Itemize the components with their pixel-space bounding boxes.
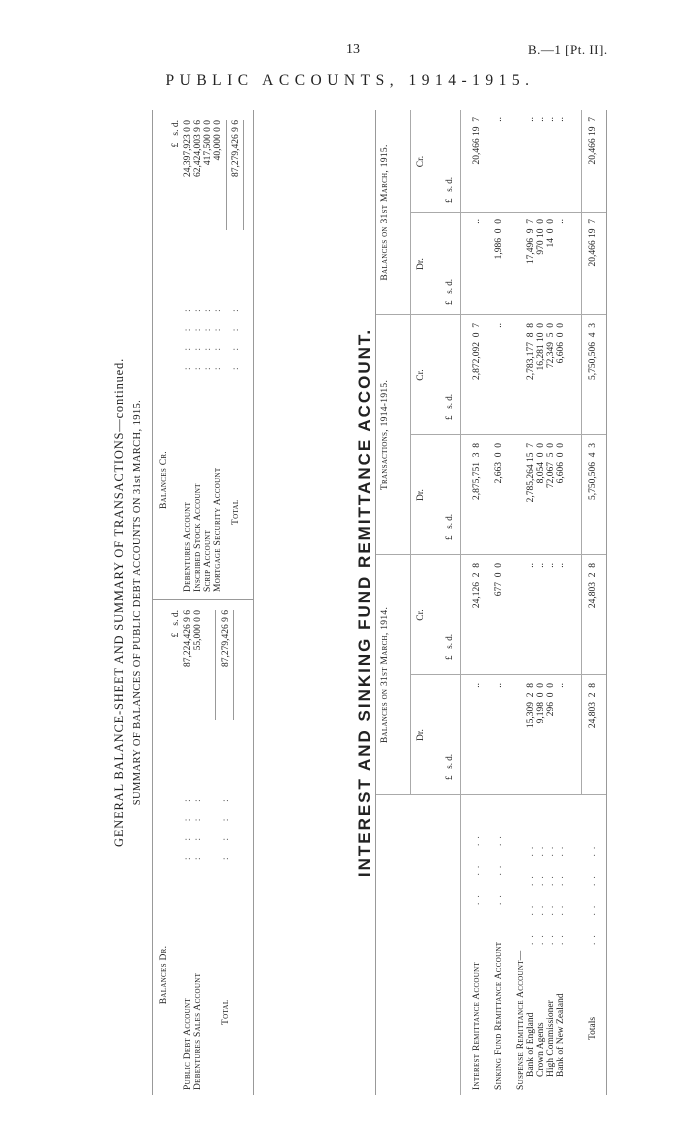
cell-dr-trans: 8,054 0 0	[536, 443, 546, 484]
column-rule	[410, 674, 606, 675]
cell-dr-1915: 17,496 9 7	[526, 219, 536, 265]
suspense-label: Suspense Remittance Account—	[516, 950, 526, 1090]
leader-dots: : : : :	[203, 305, 213, 370]
cell-cr-1915: ..	[526, 117, 536, 122]
leader-dots: : : : :	[231, 305, 241, 370]
cr-row-amount: 417,500 0 0	[203, 120, 213, 166]
cell-dr-trans: 6,606 0 0	[556, 443, 566, 484]
balances-cr-header: Balances Cr.	[159, 451, 169, 509]
col-cr-1914: Cr.	[416, 609, 426, 621]
cell-dr-1915: ..	[472, 219, 482, 224]
row-label: Bank of England	[526, 1012, 536, 1077]
units-label: £ s. d.	[444, 176, 454, 203]
cell-dr-trans: 2,663 0 0	[494, 443, 504, 484]
page-reference: B.—1 [Pt. II].	[528, 42, 608, 57]
leader-dots: .. .. ..	[472, 831, 482, 905]
cell-cr-1915: ..	[556, 117, 566, 122]
cell-dr-1914: 15,309 2 8	[526, 683, 536, 729]
total-dr-1914: 24,803 2 8	[588, 683, 598, 729]
balances-cr-units: £ s. d.	[171, 120, 181, 148]
leader-dots: .. .. .. ..	[556, 841, 566, 945]
cell-cr-1914: 677 0 0	[494, 563, 504, 597]
total-cr-1914: 24,803 2 8	[588, 563, 598, 609]
leader-dots: .. .. .. ..	[546, 841, 556, 945]
units-label: £ s. d.	[444, 393, 454, 420]
cell-dr-trans: 2,785,264 15 7	[526, 443, 536, 503]
group-balances-1914: Balances on 31st March, 1914.	[380, 606, 390, 744]
total-cr-trans: 5,750,506 4 3	[588, 323, 598, 380]
total-cr-1915: 20,466 19 7	[588, 117, 598, 165]
leader-dots: : : : :	[221, 795, 231, 860]
leader-dots: .. .. .. ..	[588, 841, 598, 945]
cell-cr-1914: 24,126 2 8	[472, 563, 482, 609]
leader-dots: : : : :	[183, 795, 193, 860]
balances-dr-units: £ s. d.	[171, 610, 181, 638]
cr-row-label: Mortgage Security Account	[213, 467, 223, 592]
cell-dr-1914: ..	[472, 683, 482, 688]
leader-dots: : : : :	[183, 305, 193, 370]
cell-dr-1915: ..	[556, 219, 566, 224]
group-transactions: Transactions, 1914-1915.	[380, 379, 390, 491]
column-rule	[410, 434, 606, 435]
dr-row-label: Public Debt Account	[183, 998, 193, 1090]
cell-cr-1915: ..	[546, 117, 556, 122]
cell-cr-trans: 2,872,092 0 7	[472, 323, 482, 380]
column-rule	[410, 212, 606, 213]
summary-table	[152, 110, 254, 1095]
totals-label: Totals	[588, 1016, 598, 1040]
cell-cr-1915: 20,466 19 7	[472, 117, 482, 165]
col-dr-trans: Dr.	[416, 489, 426, 501]
cr-total-label: Total	[231, 499, 241, 525]
cell-cr-1914: ..	[536, 563, 546, 568]
cr-row-amount: 24,397,923 0 0	[183, 120, 193, 177]
balances-dr-header: Balances Dr.	[159, 945, 169, 1005]
cell-cr-trans: 16,281 10 0	[536, 323, 546, 371]
row-label: Crown Agents	[536, 1022, 546, 1077]
total-dr-1915: 20,466 19 7	[588, 219, 598, 267]
col-dr-1915: Dr.	[416, 258, 426, 270]
cell-dr-trans: 2,875,751 3 8	[472, 443, 482, 500]
total-rule	[215, 610, 216, 720]
col-cr-trans: Cr.	[416, 369, 426, 381]
cr-row-label: Debentures Account	[183, 501, 193, 592]
totals-rule	[581, 110, 582, 795]
cell-cr-1915: ..	[494, 117, 504, 122]
cell-cr-1914: ..	[546, 563, 556, 568]
units-label: £ s. d.	[444, 278, 454, 305]
balances-cr-panel	[153, 110, 253, 600]
cell-dr-1914: 296 0 0	[546, 683, 556, 717]
leader-dots: : : : :	[193, 305, 203, 370]
leader-dots: .. .. .. ..	[536, 841, 546, 945]
row-label: High Commissioner	[546, 1000, 556, 1077]
total-dr-trans: 5,750,506 4 3	[588, 443, 598, 500]
page-title: PUBLIC ACCOUNTS, 1914-1915.	[165, 72, 535, 89]
leader-dots: : : : :	[193, 795, 203, 860]
cell-cr-trans: 2,783,177 8 8	[526, 323, 536, 380]
dr-row-amount: 55,000 0 0	[193, 610, 203, 651]
cell-cr-trans: ..	[494, 323, 504, 328]
cell-cr-1914: ..	[526, 563, 536, 568]
cell-cr-trans: 6,606 0 0	[556, 323, 566, 364]
total-rule	[243, 120, 244, 230]
cell-dr-trans: 72,067 5 0	[546, 443, 556, 489]
group-balances-1915: Balances on 31st March, 1915.	[380, 144, 390, 281]
cr-total-amount: 87,279,426 9 6	[231, 120, 241, 177]
col-cr-1915: Cr.	[416, 155, 426, 168]
summary-section	[112, 110, 252, 1095]
units-label: £ s. d.	[444, 633, 454, 660]
units-label: £ s. d.	[444, 753, 454, 780]
page-number: 13	[346, 42, 360, 57]
cell-cr-1915: ..	[536, 117, 546, 122]
summary-subheading: SUMMARY OF BALANCES OF PUBLIC DEBT ACCOUNTS ON 31st MARCH, 1915.	[132, 399, 143, 806]
cell-cr-trans: 72,349 5 0	[546, 323, 556, 369]
cell-dr-1914: ..	[556, 683, 566, 688]
cell-dr-1914: 9,198 0 0	[536, 683, 546, 724]
cr-row-label: Inscribed Stock Account	[193, 483, 203, 592]
cr-row-amount: 40,000 0 0	[213, 120, 223, 161]
cr-row-amount: 62,424,003 9 6	[193, 120, 203, 177]
leader-dots: .. .. ..	[494, 831, 504, 905]
remittance-title: INTEREST AND SINKING FUND REMITTANCE ACCOUNT.	[355, 327, 374, 878]
balances-dr-panel	[153, 599, 253, 1095]
leader-dots: .. .. .. ..	[526, 841, 536, 945]
row-label: Bank of New Zealand	[556, 993, 566, 1077]
cell-dr-1914: ..	[494, 683, 504, 688]
dr-total-amount: 87,279,426 9 6	[221, 610, 231, 667]
row-label: Sinking Fund Remittance Account	[494, 941, 504, 1090]
cr-row-label: Scrip Account	[203, 529, 213, 592]
cell-cr-1914: ..	[556, 563, 566, 568]
dr-total-label: Total	[221, 999, 231, 1025]
remittance-section	[355, 110, 605, 1095]
remittance-table	[375, 110, 607, 1095]
cell-dr-1915: 14 0 0	[546, 219, 556, 248]
summary-heading: GENERAL BALANCE-SHEET AND SUMMARY OF TRANSACTIONS—continued.	[112, 358, 126, 847]
leader-dots: : : : :	[213, 305, 223, 370]
row-label: Interest Remittance Account	[472, 961, 482, 1090]
dr-row-label: Debentures Sales Account	[193, 972, 203, 1090]
col-dr-1914: Dr.	[416, 729, 426, 741]
header-rule	[410, 110, 411, 795]
cell-dr-1915: 970 10 0	[536, 219, 546, 255]
header-rule	[460, 110, 461, 1095]
dr-row-amount: 87,224,426 9 6	[183, 610, 193, 667]
units-label: £ s. d.	[444, 513, 454, 540]
cell-dr-1915: 1,986 0 0	[494, 219, 504, 260]
total-rule	[226, 120, 227, 230]
total-rule	[233, 610, 234, 720]
